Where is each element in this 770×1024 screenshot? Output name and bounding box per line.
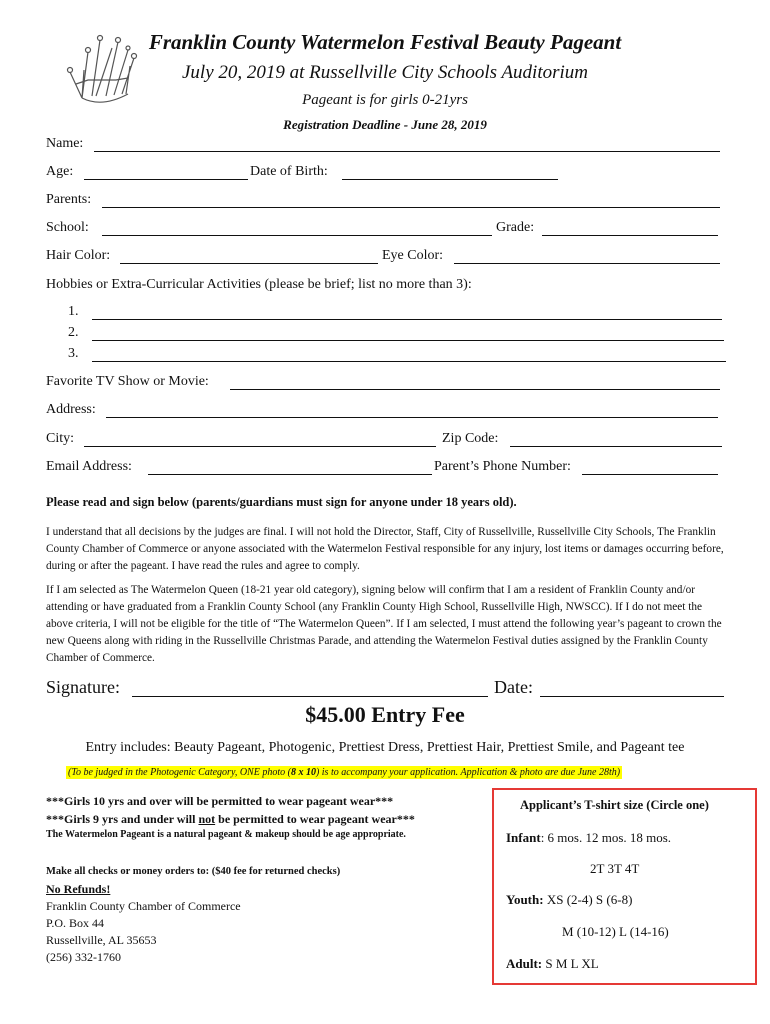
- adult-sizes[interactable]: Adult: S M L XL: [506, 956, 599, 971]
- date-field[interactable]: [540, 696, 724, 697]
- hobby-field-1[interactable]: [92, 319, 722, 320]
- hair-label: Hair Color:: [46, 248, 111, 263]
- entry-includes: Entry includes: Beauty Pageant, Photogenic, Prettiest Dress, Prettiest Hair, Prettiest Smile, and Pageant tee: [85, 740, 685, 755]
- rule-natural-pageant: The Watermelon Pageant is a natural pageant & makeup should be age appropriate.: [46, 829, 406, 840]
- school-label: School:: [46, 220, 89, 235]
- youth-sizes-row2[interactable]: M (10-12) L (14-16): [562, 924, 669, 939]
- grade-label: Grade:: [496, 220, 535, 235]
- consent-paragraph-2: If I am selected as The Watermelon Queen (18-21 year old category), signing below will confirm that I am a resident of Franklin County and/or attending or have graduated from a Franklin County School (any Franklin County High School, Russellville High, NWSCC). If I do not meet the above criteria, I will not be eligible for the title of “The Watermelon Queen”. If I am selected, I must attend the following year’s pageant to crown the new Queens along with riding in the Russellville Christmas Parade, and attending the Watermelon Festival duties assigned by the Franklin County Chamber of Commerce.: [46, 584, 722, 664]
- parent-phone-field[interactable]: [582, 474, 718, 475]
- signature-field[interactable]: [132, 696, 488, 697]
- page-title: Franklin County Watermelon Festival Beauty Pageant: [148, 30, 622, 54]
- tv-label: Favorite TV Show or Movie:: [46, 374, 209, 389]
- signature-label: Signature:: [46, 677, 120, 697]
- zip-field[interactable]: [510, 446, 722, 447]
- age-label: Age:: [46, 164, 74, 179]
- consent-paragraph-1: I understand that all decisions by the judges are final. I will not hold the Director, Staff, City of Russellville, Russellville City Schools, The Franklin County Chamber of Commerce or anyone associated with the Watermelon Festival responsible for any injury, lost items or damages occurring before, during or after the pageant. I have read the rules and agree to comply.: [46, 526, 724, 572]
- rule-younger-girls: ***Girls 9 yrs and under will not be permitted to wear pageant wear***: [46, 812, 415, 826]
- hobby-number-2: 2.: [68, 325, 79, 340]
- parents-field[interactable]: [102, 207, 720, 208]
- city-label: City:: [46, 431, 75, 446]
- hobby-number-1: 1.: [68, 304, 79, 319]
- payee-org: Franklin County Chamber of Commerce: [46, 899, 241, 913]
- tshirt-size-box: [492, 788, 757, 985]
- no-refunds: No Refunds!: [46, 882, 111, 896]
- registration-deadline: Registration Deadline - June 28, 2019: [283, 117, 487, 132]
- consent-heading: Please read and sign below (parents/guardians must sign for anyone under 18 years old).: [46, 495, 517, 509]
- age-range: Pageant is for girls 0-21yrs: [302, 92, 468, 108]
- school-field[interactable]: [102, 235, 492, 236]
- parents-label: Parents:: [46, 192, 92, 207]
- hobby-field-2[interactable]: [92, 340, 724, 341]
- name-field[interactable]: [94, 151, 720, 152]
- city-field[interactable]: [84, 446, 436, 447]
- youth-sizes-row1[interactable]: Youth: XS (2-4) S (6-8): [506, 892, 633, 907]
- hobbies-label: Hobbies or Extra-Curricular Activities (please be brief; list no more than 3):: [46, 277, 472, 292]
- eye-label: Eye Color:: [382, 248, 444, 263]
- infant-sizes[interactable]: Infant: 6 mos. 12 mos. 18 mos.: [506, 830, 672, 845]
- name-label: Name:: [46, 136, 84, 151]
- tv-field[interactable]: [230, 389, 720, 390]
- toddler-sizes[interactable]: 2T 3T 4T: [590, 861, 640, 876]
- tshirt-title: Applicant’s T-shirt size (Circle one): [520, 798, 709, 812]
- eye-field[interactable]: [454, 263, 720, 264]
- age-field[interactable]: [84, 179, 248, 180]
- rule-older-girls: ***Girls 10 yrs and over will be permitted to wear pageant wear***: [46, 794, 394, 808]
- hobby-field-3[interactable]: [92, 361, 726, 362]
- email-label: Email Address:: [46, 459, 132, 474]
- payee-po-box: P.O. Box 44: [46, 916, 105, 930]
- address-field[interactable]: [106, 417, 718, 418]
- payee-city: Russellville, AL 35653: [46, 933, 157, 947]
- grade-field[interactable]: [542, 235, 718, 236]
- parent-phone-label: Parent’s Phone Number:: [434, 459, 571, 474]
- dob-field[interactable]: [342, 179, 558, 180]
- photo-note: (To be judged in the Photogenic Category, ONE photo (8 x 10) is to accompany your application. Application & photo are due June 28th): [68, 767, 621, 778]
- address-label: Address:: [46, 402, 96, 417]
- hair-field[interactable]: [120, 263, 378, 264]
- hobby-number-3: 3.: [68, 346, 79, 361]
- zip-label: Zip Code:: [442, 431, 499, 446]
- event-date-location: July 20, 2019 at Russellville City Schools Auditorium: [182, 62, 588, 83]
- checks-payable: Make all checks or money orders to: ($40 fee for returned checks): [46, 866, 341, 877]
- date-label: Date:: [494, 677, 533, 697]
- email-field[interactable]: [148, 474, 432, 475]
- payee-phone: (256) 332-1760: [46, 950, 121, 964]
- entry-fee: $45.00 Entry Fee: [305, 702, 465, 727]
- dob-label: Date of Birth:: [250, 164, 328, 179]
